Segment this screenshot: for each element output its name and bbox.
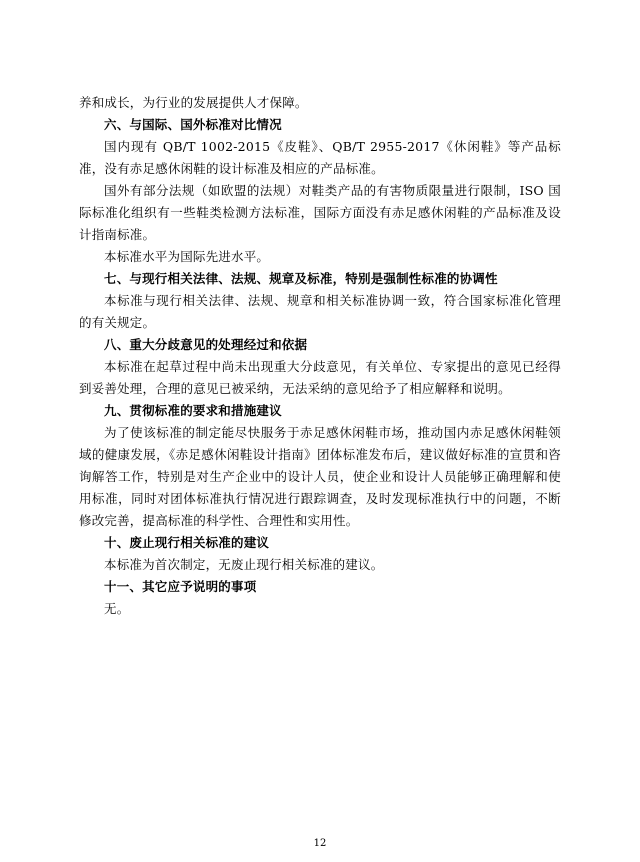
- paragraph-abolition: 本标准为首次制定，无废止现行相关标准的建议。: [104, 557, 384, 572]
- section-heading-7: 七、与现行相关法律、法规、规章及标准，特别是强制性标准的协调性: [104, 271, 498, 286]
- paragraph-disagreements: 本标准在起草过程中尚未出现重大分歧意见，有关单位、专家提出的意见已经得到妥善处理，合理的意见已被采纳，无法采纳的意见给予了相应解释和说明。: [79, 359, 561, 396]
- paragraph-implementation: 为了使该标准的制定能尽快服务于赤足感休闲鞋市场，推动国内赤足感休闲鞋领域的健康发展，《赤足感休闲鞋设计指南》团体标准发布后，建议做好标准的宣贯和咨询解答工作，特别是对生产企业中的设计人员，使企业和设计人员能够正确理解和使用标准，同时对团体标准执行情况进行跟踪调查，及时发现标准执行中的问题，不断修改完善，提高标准的科学性、合理性和实用性。: [79, 425, 561, 528]
- section-heading-6: 六、与国际、国外标准对比情况: [104, 117, 282, 132]
- paragraph-continuation: 养和成长，为行业的发展提供人才保障。: [79, 95, 308, 110]
- section-heading-11: 十一、其它应予说明的事项: [104, 579, 257, 594]
- section-heading-8: 八、重大分歧意见的处理经过和依据: [104, 337, 308, 352]
- section-heading-10: 十、废止现行相关标准的建议: [104, 535, 270, 550]
- page-number: 12: [313, 838, 327, 849]
- paragraph-other-matters: 无。: [104, 601, 130, 616]
- paragraph-domestic-standards: 国内现有 QB/T 1002-2015《皮鞋》、QB/T 2955-2017《休闲鞋》等产品标准，没有赤足感休闲鞋的设计标准及相应的产品标准。: [79, 139, 561, 176]
- paragraph-standard-level: 本标准水平为国际先进水平。: [104, 249, 270, 264]
- paragraph-foreign-standards: 国外有部分法规（如欧盟的法规）对鞋类产品的有害物质限量进行限制，ISO 国际标准化组织有一些鞋类检测方法标准，国际方面没有赤足感休闲鞋的产品标准及设计指南标准。: [79, 183, 561, 242]
- document-body: [79, 92, 561, 620]
- section-heading-9: 九、贯彻标准的要求和措施建议: [104, 403, 282, 418]
- paragraph-coordination: 本标准与现行相关法律、法规、规章和相关标准协调一致，符合国家标准化管理的有关规定。: [79, 293, 561, 330]
